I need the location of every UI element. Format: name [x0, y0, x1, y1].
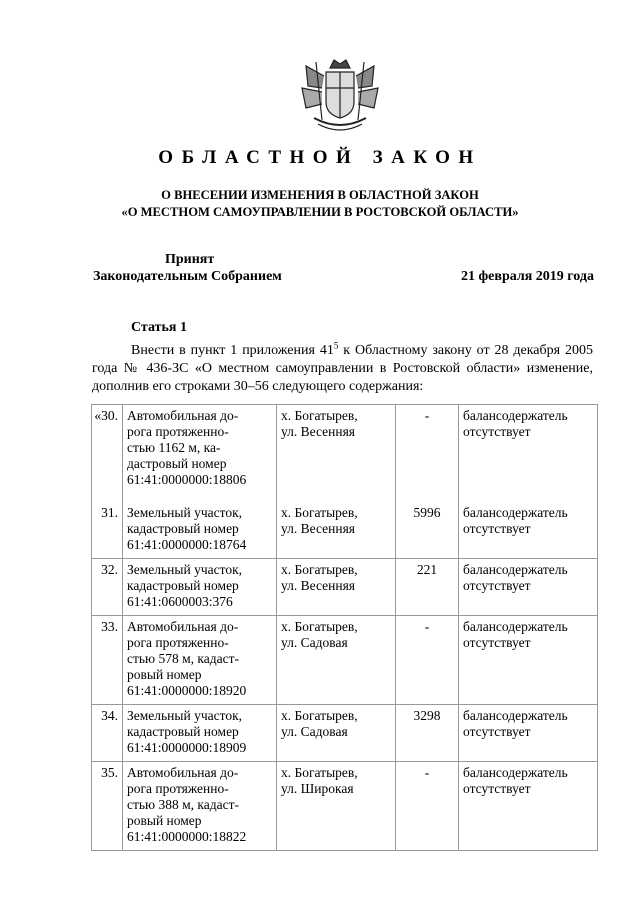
cell-area: 221: [396, 559, 459, 616]
article-heading: Статья 1: [131, 320, 187, 335]
cell-num: 34.: [92, 705, 123, 762]
cell-owner: балансодержатель отсутствует: [459, 616, 598, 705]
cell-owner: балансодержатель отсутствует: [459, 762, 598, 851]
cell-area: -: [396, 762, 459, 851]
table-row: [92, 405, 598, 503]
coat-of-arms-emblem: [296, 58, 384, 136]
cell-address: х. Богатырев, ул. Садовая: [277, 705, 396, 762]
cell-name: Автомобильная до- рога протяженно- стью 1162 м, ка- дастровый номер 61:41:0000000:18806: [123, 405, 277, 503]
cell-num: 33.: [92, 616, 123, 705]
cell-area: -: [396, 616, 459, 705]
cell-area: -: [396, 405, 459, 503]
article-text-sup: 5: [333, 340, 339, 351]
cell-owner: балансодержатель отсутствует: [459, 705, 598, 762]
article-text-b: к Областному закону от 28 декабря 2005 года № 436-ЗС «О местном самоуправлении в Ростовской области» изменение, дополнив его строками 30–56 следующего содержания:: [92, 343, 593, 394]
article-paragraph: [92, 342, 593, 396]
cell-area: 3298: [396, 705, 459, 762]
table-row: [92, 762, 598, 851]
cell-address: х. Богатырев, ул. Весенняя: [277, 502, 396, 559]
adopted-by: Законодательным Собранием: [93, 269, 282, 284]
cell-name: Земельный участок, кадастровый номер 61:41:0000000:18764: [123, 502, 277, 559]
cell-num: 35.: [92, 762, 123, 851]
adopted-label: Принят: [165, 252, 215, 267]
adoption-date: 21 февраля 2019 года: [461, 269, 594, 284]
cell-owner: балансодержатель отсутствует: [459, 405, 598, 503]
cell-name: Земельный участок, кадастровый номер 61:41:0000000:18909: [123, 705, 277, 762]
law-title: ОБЛАСТНОЙ ЗАКОН: [158, 147, 482, 168]
article-text-a: Внести в пункт 1 приложения 41: [131, 343, 334, 358]
law-subtitle-line1: О ВНЕСЕНИИ ИЗМЕНЕНИЯ В ОБЛАСТНОЙ ЗАКОН: [161, 188, 479, 202]
adoption-block: [93, 251, 293, 285]
cell-num: «30.: [92, 405, 123, 503]
cell-address: х. Богатырев, ул. Садовая: [277, 616, 396, 705]
cell-name: Автомобильная до- рога протяженно- стью 388 м, кадаст- ровый номер 61:41:0000000:18822: [123, 762, 277, 851]
cell-owner: балансодержатель отсутствует: [459, 559, 598, 616]
cell-name: Автомобильная до- рога протяженно- стью 578 м, кадаст- ровый номер 61:41:0000000:18920: [123, 616, 277, 705]
amendment-table: [91, 404, 598, 851]
cell-address: х. Богатырев, ул. Весенняя: [277, 559, 396, 616]
cell-address: х. Богатырев, ул. Широкая: [277, 762, 396, 851]
table-row: [92, 502, 598, 559]
table-row: [92, 616, 598, 705]
cell-owner: балансодержатель отсутствует: [459, 502, 598, 559]
cell-num: 31.: [92, 502, 123, 559]
table-row: [92, 559, 598, 616]
cell-address: х. Богатырев, ул. Весенняя: [277, 405, 396, 503]
cell-area: 5996: [396, 502, 459, 559]
cell-num: 32.: [92, 559, 123, 616]
law-subtitle-line2: «О МЕСТНОМ САМОУПРАВЛЕНИИ В РОСТОВСКОЙ ОБЛАСТИ»: [121, 205, 519, 219]
table-row: [92, 705, 598, 762]
cell-name: Земельный участок, кадастровый номер 61:41:0600003:376: [123, 559, 277, 616]
